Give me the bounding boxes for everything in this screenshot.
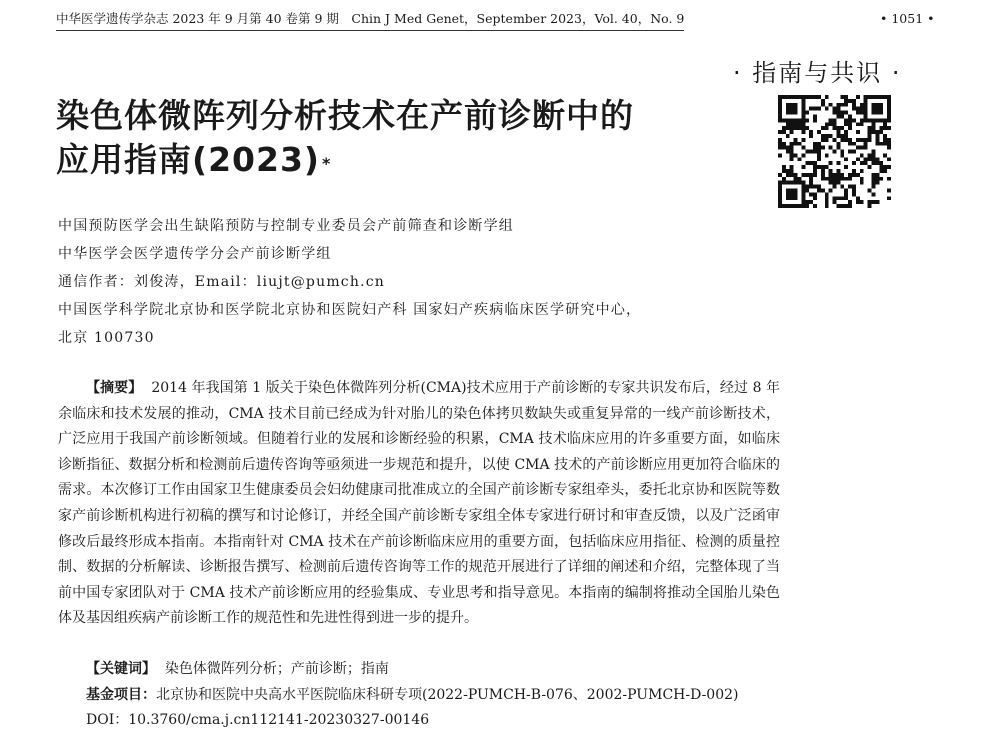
abstract-label: 【摘要】 <box>86 380 143 396</box>
running-header: 中华医学遗传学杂志 2023 年 9 月第 40 卷第 9 期 Chin J Med Genet，September 2023，Vol. 40，No. 9 <box>56 10 684 31</box>
keywords-label: 【关键词】 <box>86 661 156 677</box>
corresponding-author: 通信作者：刘俊涛，Email：liujt@pumch.cn <box>58 274 385 290</box>
title-footnote-mark: * <box>322 154 332 173</box>
section-label: · 指南与共识 · <box>733 59 902 87</box>
keywords-text: 染色体微阵列分析；产前诊断；指南 <box>164 661 389 677</box>
title-line-1: 染色体微阵列分析技术在产前诊断中的 <box>56 96 634 135</box>
abstract <box>58 376 780 632</box>
qr-code-icon <box>778 95 891 208</box>
title-line-2-text: 应用指南(2023) <box>56 140 321 179</box>
affiliation-line-2: 北京 100730 <box>58 330 155 346</box>
funding-label: 基金项目： <box>86 686 156 703</box>
keywords <box>86 657 806 683</box>
author-group-1: 中国预防医学会出生缺陷预防与控制专业委员会产前筛查和诊断学组 <box>58 218 514 234</box>
author-group-2: 中华医学会医学遗传学分会产前诊断学组 <box>58 246 332 262</box>
page-number: • 1051 • <box>880 11 935 26</box>
abstract-paragraph <box>58 376 780 632</box>
funding <box>86 683 806 709</box>
article-title <box>56 94 756 182</box>
affiliation-line-1: 中国医学科学院北京协和医学院北京协和医院妇产科 国家妇产疾病临床医学研究中心， <box>58 302 642 318</box>
title-line-2 <box>56 138 756 182</box>
doi: DOI：10.3760/cma.j.cn112141-20230327-00146 <box>86 712 430 729</box>
funding-text: 北京协和医院中央高水平医院临床科研专项(2022-PUMCH-B-076、2002-PUMCH-D-002) <box>156 686 739 703</box>
abstract-text: 2014 年我国第 1 版关于染色体微阵列分析(CMA)技术应用于产前诊断的专家共识发布后，经过 8 年余临床和技术发展的推动，CMA 技术目前已经成为针对胎儿的染色体拷贝数缺失或重复异常的一线产前诊断技术，广泛应用于我国产前诊断领域。但随着行业的发展和诊断经验的积累，CMA 技术临床应用的许多重要方面，如临床诊断指征、数据分析和检测前后遗传咨询等亟须进一步规范和提升，以使 CMA 技术的产前诊断应用更加符合临床的需求。本次修订工作由国家卫生健康委员会妇幼健康司批准成立的全国产前诊断专家组牵头，委托北京协和医院等数家产前诊断机构进行初稿的撰写和讨论修订，并经全国产前诊断专家组全体专家进行研讨和审查反馈，以及广泛函审修改后最终形成本指南。本指南针对 CMA 技术在产前诊断临床应用的重要方面，包括临床应用指征、检测的质量控制、数据的分析解读、诊断报告撰写、检测前后遗传咨询等工作的规范开展进行了详细的阐述和介绍，完整体现了当前中国专家团队对于 CMA 技术产前诊断应用的经验集成、专业思考和指导意见。本指南的编制将推动全国胎儿染色体及基因组疾病产前诊断工作的规范性和先进性得到进一步的提升。 <box>58 380 781 627</box>
author-block <box>58 212 818 352</box>
article-meta <box>86 657 806 734</box>
